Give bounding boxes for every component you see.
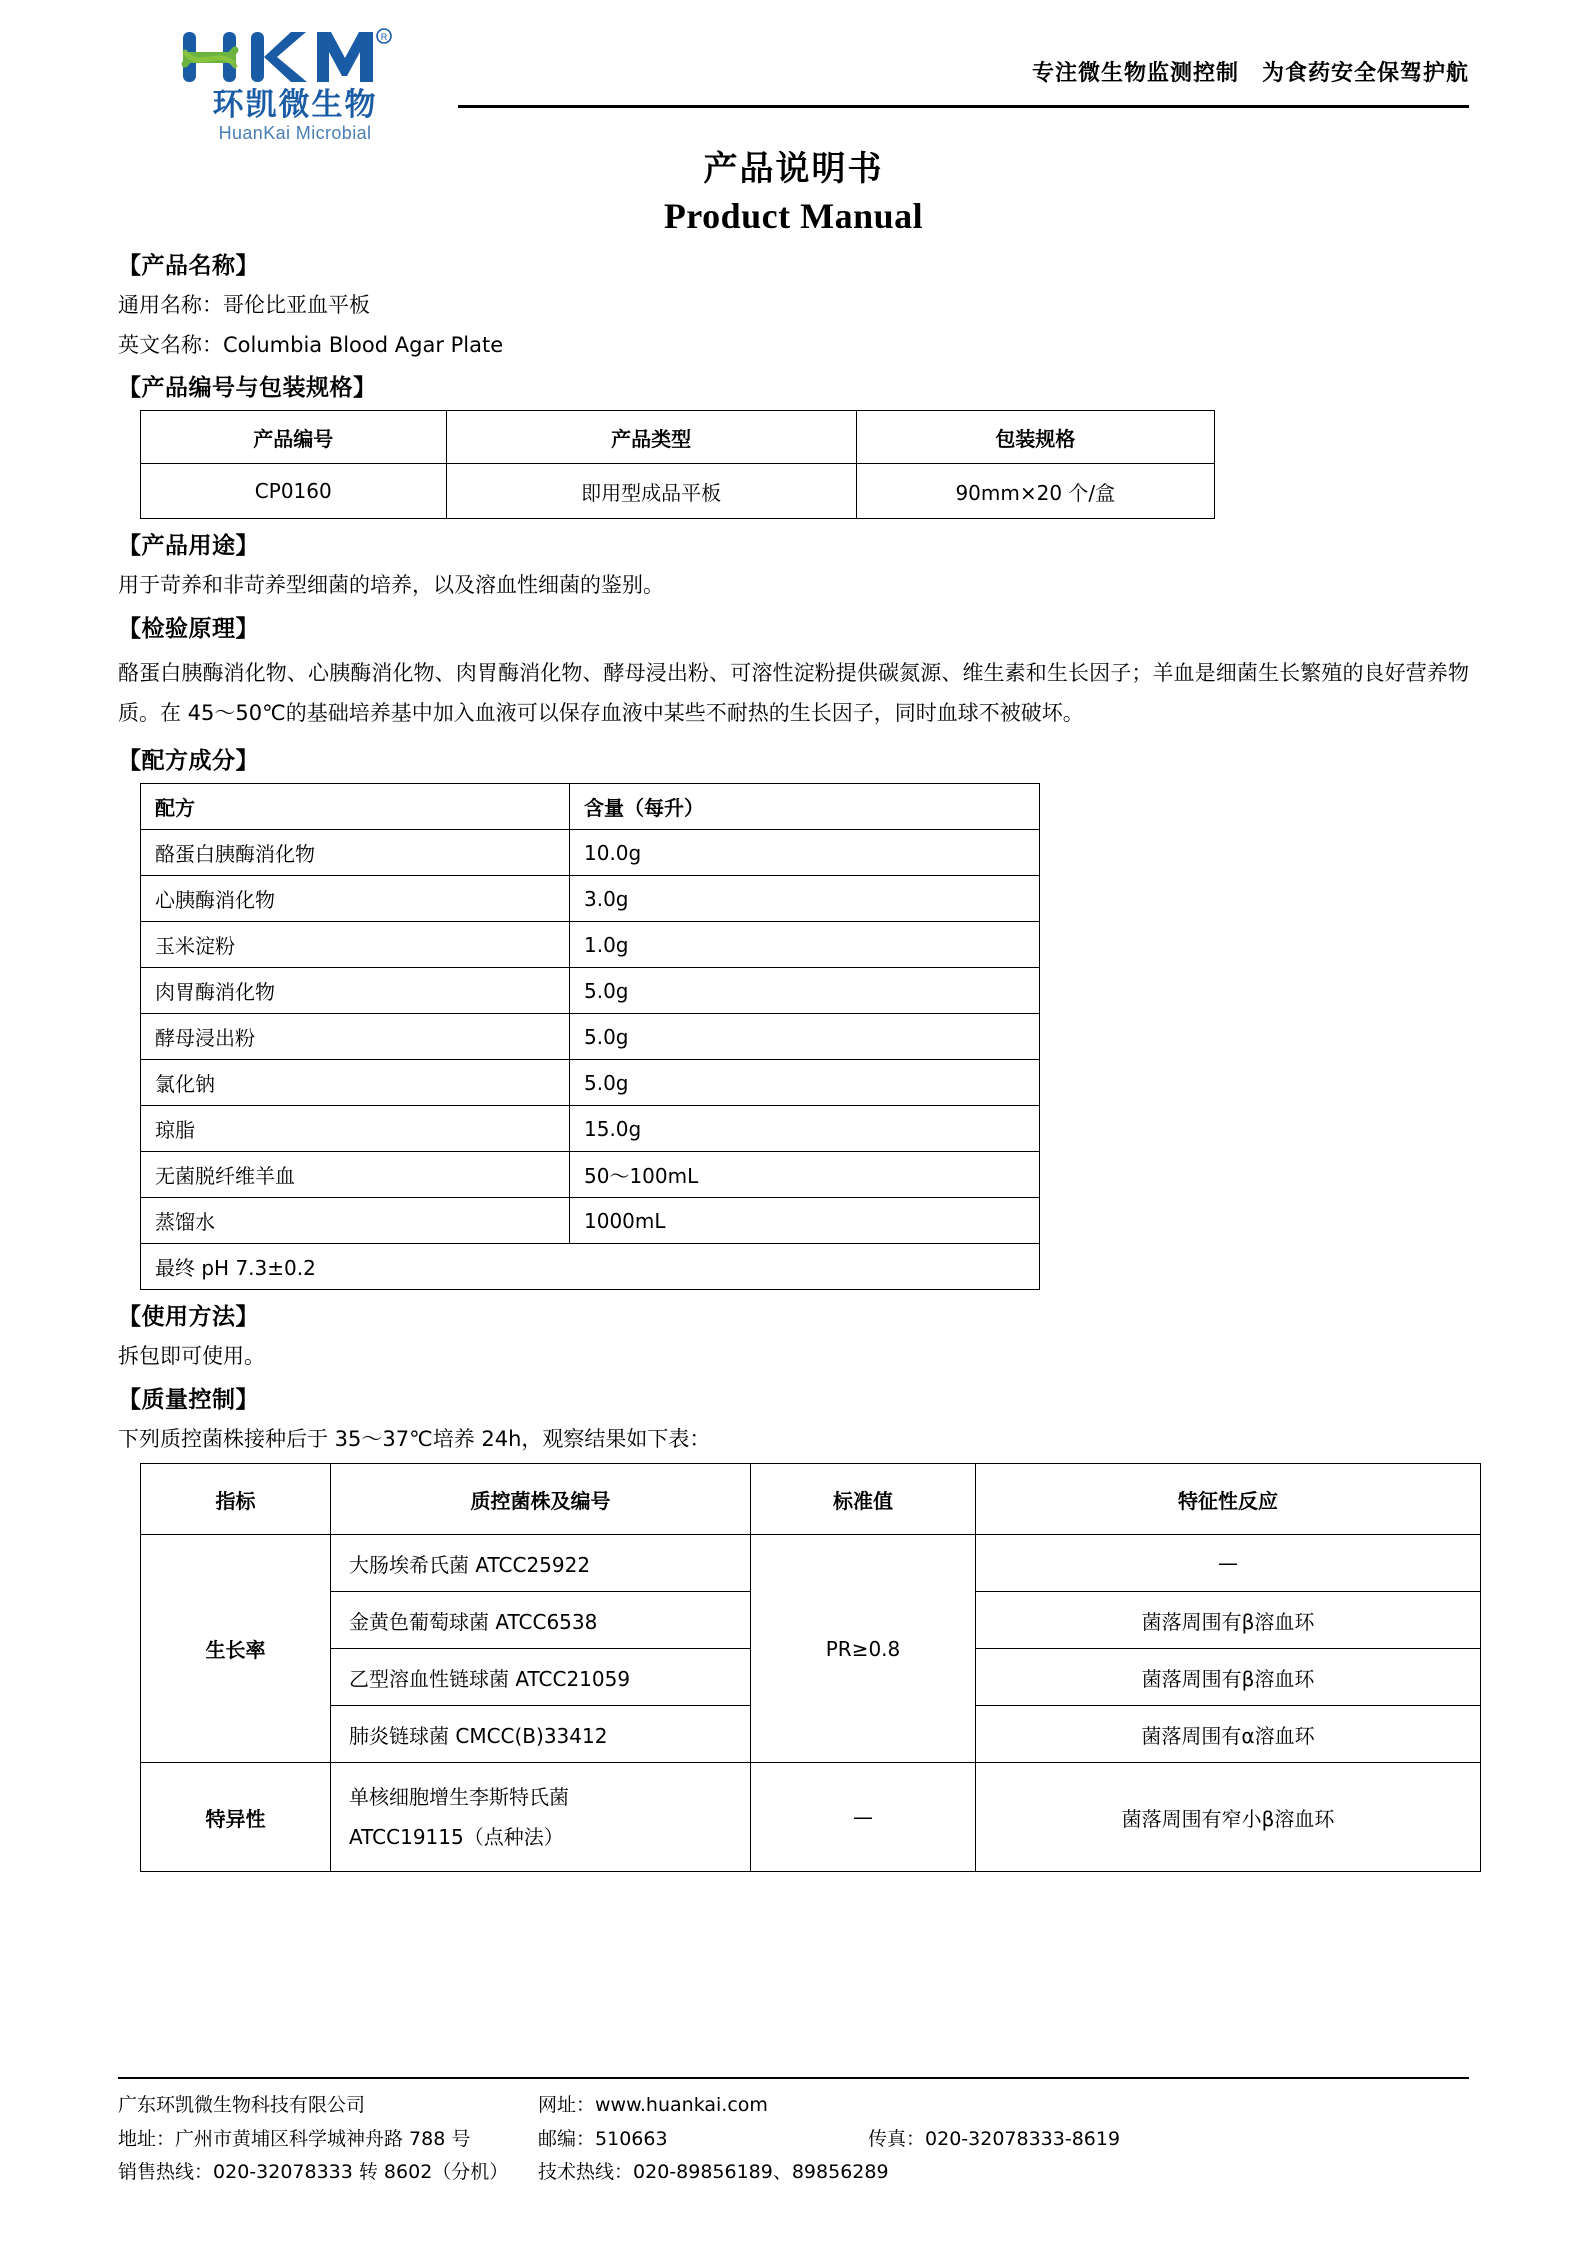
footer-sales-label: 销售热线： <box>118 2160 214 2183</box>
spec-col-package: 包装规格 <box>856 411 1214 464</box>
qc-reaction: — <box>976 1535 1481 1592</box>
qc-strain: 肺炎链球菌 CMCC(B)33412 <box>331 1706 751 1763</box>
logo-company-name-cn: 环凯微生物 <box>212 87 378 123</box>
footer-fax-label: 传真： <box>868 2127 926 2150</box>
formula-amount: 1000mL <box>570 1198 1040 1244</box>
table-row <box>141 1014 1040 1060</box>
page-header <box>0 0 1587 143</box>
qc-strain-specificity-line1: 单核细胞增生李斯特氏菌 <box>349 1785 569 1810</box>
formula-name: 肉胃酶消化物 <box>141 968 570 1014</box>
hkm-logo-icon <box>165 26 425 88</box>
qc-col-indicator: 指标 <box>141 1464 331 1535</box>
usage-text: 用于苛养和非苛养型细菌的培养，以及溶血性细菌的鉴别。 <box>118 573 664 598</box>
header-divider <box>458 105 1469 108</box>
footer-website-label: 网址： <box>538 2094 596 2117</box>
table-row <box>141 1060 1040 1106</box>
qc-reaction: 菌落周围有β溶血环 <box>976 1649 1481 1706</box>
table-header-row <box>141 784 1040 830</box>
qc-col-strain: 质控菌株及编号 <box>331 1464 751 1535</box>
table-row-ph <box>141 1244 1040 1290</box>
formula-amount: 15.0g <box>570 1106 1040 1152</box>
table-row <box>141 1535 1481 1592</box>
page-footer <box>118 2077 1469 2189</box>
title-en: Product Manual <box>663 195 924 236</box>
title-cn: 产品说明书 <box>703 149 884 189</box>
footer-address <box>118 2123 538 2156</box>
footer-address-label: 地址： <box>118 2127 176 2150</box>
qc-standard-specificity: — <box>751 1763 976 1872</box>
footer-postcode <box>538 2123 868 2156</box>
principle-text: 酪蛋白胰酶消化物、心胰酶消化物、肉胃酶消化物、酵母浸出粉、可溶性淀粉提供碳氮源、维生素和生长因子；羊血是细菌生长繁殖的良好营养物质。在 45～50℃的基础培养基中加入血液可以保存血液中某些不耐热的生长因子，同时血球不被破坏。 <box>118 660 1469 726</box>
quality-control-table <box>140 1463 1481 1872</box>
formula-col-name: 配方 <box>141 784 570 830</box>
header-tagline: 专注微生物监测控制 为食药安全保驾护航 <box>1031 61 1469 86</box>
company-logo <box>160 26 430 144</box>
qc-strain: 乙型溶血性链球菌 ATCC21059 <box>331 1649 751 1706</box>
table-row <box>141 1152 1040 1198</box>
spec-value-package: 90mm×20 个/盒 <box>856 464 1214 519</box>
logo-company-name-en: HuanKai Microbial <box>218 122 372 143</box>
product-english-name-label: 英文名称： <box>118 332 223 357</box>
formula-name: 琼脂 <box>141 1106 570 1152</box>
page-title <box>0 148 1587 239</box>
footer-tech-label: 技术热线： <box>538 2160 634 2183</box>
qc-strain: 金黄色葡萄球菌 ATCC6538 <box>331 1592 751 1649</box>
table-row <box>141 876 1040 922</box>
footer-postcode-label: 邮编： <box>538 2127 596 2150</box>
document-body <box>0 252 1587 1872</box>
formula-amount: 50～100mL <box>570 1152 1040 1198</box>
footer-website <box>538 2089 868 2122</box>
table-row <box>141 830 1040 876</box>
section-heading-quality: 【质量控制】 <box>118 1386 259 1413</box>
svg-text:R: R <box>380 32 388 42</box>
table-header-row <box>141 411 1215 464</box>
qc-strain: 大肠埃希氏菌 ATCC25922 <box>331 1535 751 1592</box>
spec-table <box>140 410 1215 519</box>
qc-indicator-specificity: 特异性 <box>141 1763 331 1872</box>
qc-col-reaction: 特征性反应 <box>976 1464 1481 1535</box>
qc-strain-specificity-line2: ATCC19115（点种法） <box>349 1825 564 1850</box>
formula-name: 玉米淀粉 <box>141 922 570 968</box>
footer-column-company <box>118 2089 538 2189</box>
method-text: 拆包即可使用。 <box>118 1344 265 1369</box>
product-common-name <box>118 289 1469 322</box>
formula-final-ph: 最终 pH 7.3±0.2 <box>141 1244 1040 1290</box>
section-heading-spec: 【产品编号与包装规格】 <box>118 375 377 402</box>
formula-name: 氯化钠 <box>141 1060 570 1106</box>
section-heading-principle: 【检验原理】 <box>118 615 259 642</box>
table-header-row <box>141 1464 1481 1535</box>
product-english-name <box>118 329 1469 362</box>
formula-name: 酪蛋白胰酶消化物 <box>141 830 570 876</box>
spec-value-product-code: CP0160 <box>141 464 447 519</box>
qc-strain-specificity <box>331 1763 751 1872</box>
footer-company-name: 广东环凯微生物科技有限公司 <box>118 2094 366 2117</box>
qc-col-standard: 标准值 <box>751 1464 976 1535</box>
footer-tech-hotline <box>538 2156 889 2189</box>
formula-table <box>140 783 1040 1290</box>
footer-content <box>118 2089 1469 2189</box>
footer-sales-hotline <box>118 2156 538 2189</box>
footer-divider <box>118 2077 1469 2079</box>
formula-name: 无菌脱纤维羊血 <box>141 1152 570 1198</box>
formula-name: 心胰酶消化物 <box>141 876 570 922</box>
table-row <box>141 1198 1040 1244</box>
formula-col-amount: 含量（每升） <box>570 784 1040 830</box>
formula-amount: 3.0g <box>570 876 1040 922</box>
qc-reaction-specificity: 菌落周围有窄小β溶血环 <box>976 1763 1481 1872</box>
product-common-name-value: 哥伦比亚血平板 <box>223 293 370 318</box>
section-heading-usage: 【产品用途】 <box>118 533 259 560</box>
formula-name: 蒸馏水 <box>141 1198 570 1244</box>
table-row <box>141 1106 1040 1152</box>
formula-amount: 5.0g <box>570 1014 1040 1060</box>
section-heading-product-name: 【产品名称】 <box>118 253 259 280</box>
footer-sales-value: 020-32078333 转 8602（分机） <box>213 2160 509 2183</box>
footer-spacer <box>868 2089 1469 2122</box>
table-row <box>141 968 1040 1014</box>
formula-amount: 10.0g <box>570 830 1040 876</box>
formula-amount: 5.0g <box>570 1060 1040 1106</box>
footer-address-value: 广州市黄埔区科学城神舟路 788 号 <box>175 2127 471 2150</box>
footer-tech-value: 020-89856189、89856289 <box>633 2160 889 2183</box>
qc-standard-growth-rate: PR≥0.8 <box>751 1535 976 1763</box>
spec-col-product-type: 产品类型 <box>446 411 856 464</box>
footer-column-fax <box>868 2089 1469 2189</box>
footer-fax <box>868 2123 1469 2156</box>
spec-col-product-code: 产品编号 <box>141 411 447 464</box>
spec-value-product-type: 即用型成品平板 <box>446 464 856 519</box>
qc-reaction: 菌落周围有α溶血环 <box>976 1706 1481 1763</box>
footer-fax-value: 020-32078333-8619 <box>925 2127 1121 2150</box>
product-common-name-label: 通用名称： <box>118 293 223 318</box>
formula-amount: 5.0g <box>570 968 1040 1014</box>
section-heading-formula: 【配方成分】 <box>118 748 259 775</box>
formula-amount: 1.0g <box>570 922 1040 968</box>
footer-column-web <box>538 2089 889 2189</box>
table-row <box>141 464 1215 519</box>
footer-website-value[interactable]: www.huankai.com <box>595 2094 768 2117</box>
qc-indicator-growth-rate: 生长率 <box>141 1535 331 1763</box>
quality-intro: 下列质控菌株接种后于 35～37℃培养 24h，观察结果如下表： <box>118 1426 711 1451</box>
product-english-name-value: Columbia Blood Agar Plate <box>223 332 504 357</box>
table-row <box>141 922 1040 968</box>
footer-postcode-value: 510663 <box>595 2127 668 2150</box>
table-row <box>141 1763 1481 1872</box>
section-heading-method: 【使用方法】 <box>118 1304 259 1331</box>
qc-reaction: 菌落周围有β溶血环 <box>976 1592 1481 1649</box>
formula-name: 酵母浸出粉 <box>141 1014 570 1060</box>
